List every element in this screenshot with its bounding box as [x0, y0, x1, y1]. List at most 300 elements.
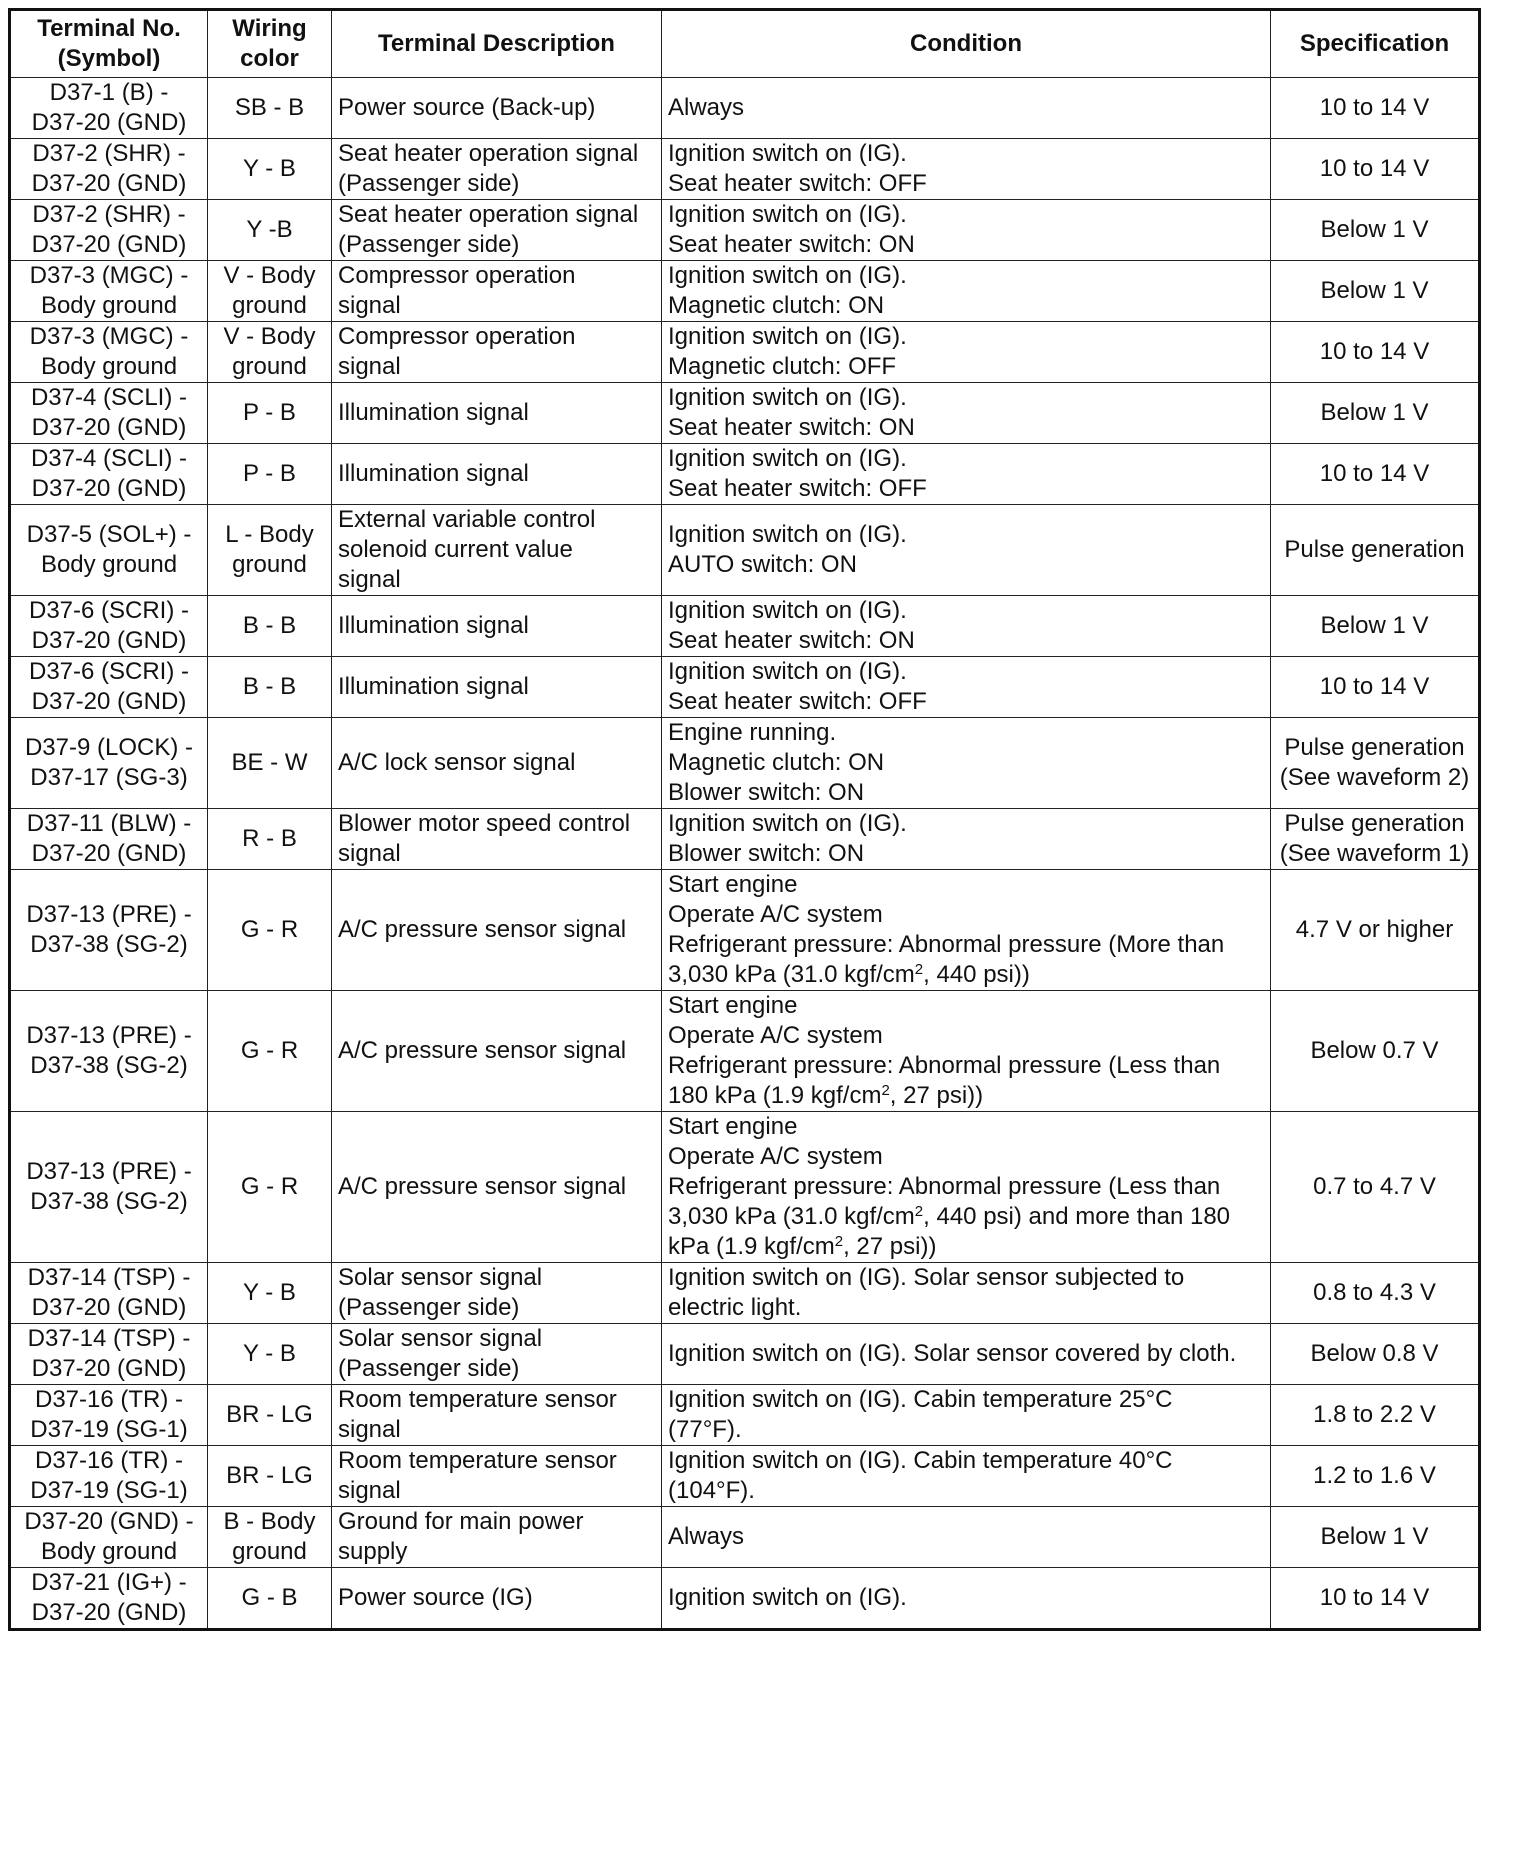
wiring-color-cell: [208, 139, 332, 200]
description-cell-line: A/C lock sensor signal: [338, 749, 576, 776]
description-cell: [332, 657, 662, 718]
terminal-cell-line: D37-20 (GND) -: [24, 1508, 194, 1535]
specification-cell: [1271, 1263, 1480, 1324]
specification-cell-line: Below 0.8 V: [1310, 1340, 1439, 1367]
terminal-cell-line: D37-19 (SG-1): [30, 1477, 188, 1504]
condition-cell-line: kPa (1.9 kgf/$cm^2$, 27 psi)): [668, 1233, 937, 1260]
condition-cell-line: Seat heater switch: OFF: [668, 170, 927, 197]
condition-cell-line: Ignition switch on (IG).: [668, 658, 907, 685]
specification-cell-line: 10 to 14 V: [1319, 155, 1430, 182]
table-row: [10, 505, 1480, 596]
terminal-cell: [10, 1568, 208, 1630]
description-cell-line: Blower motor speed control: [338, 810, 631, 837]
specification-cell: [1271, 261, 1480, 322]
condition-cell: [662, 1385, 1271, 1446]
condition-cell: [662, 78, 1271, 139]
terminal-cell-line: D37-16 (TR) -: [34, 1447, 184, 1474]
terminal-cell-line: Body ground: [40, 1538, 178, 1565]
condition-cell-line: Ignition switch on (IG).: [668, 597, 907, 624]
table-row: [10, 991, 1480, 1112]
terminal-cell-line: D37-4 (SCLI) -: [30, 445, 188, 472]
terminal-cell-line: D37-14 (TSP) -: [27, 1264, 191, 1291]
table-row: [10, 870, 1480, 991]
wiring-color-cell-line: BE - W: [231, 749, 308, 776]
description-cell-line: Illumination signal: [338, 673, 529, 700]
condition-cell-line: Ignition switch on (IG). Solar sensor covered by cloth.: [668, 1340, 1237, 1367]
condition-cell-line: Ignition switch on (IG).: [668, 521, 907, 548]
specification-cell-line: 0.7 to 4.7 V: [1313, 1173, 1436, 1200]
specification-cell-line: Below 1 V: [1320, 1523, 1429, 1550]
terminal-cell-line: D37-6 (SCRI) -: [28, 658, 190, 685]
table-row: [10, 1385, 1480, 1446]
terminal-cell: [10, 1112, 208, 1263]
description-cell-line: Illumination signal: [338, 612, 529, 639]
wiring-color-cell-line: R - B: [242, 825, 297, 852]
specification-cell-line: 1.2 to 1.6 V: [1313, 1462, 1436, 1489]
condition-cell-line: Ignition switch on (IG).: [668, 323, 907, 350]
condition-cell: [662, 200, 1271, 261]
condition-cell-line: Magnetic clutch: ON: [668, 749, 885, 776]
wiring-color-cell: [208, 1507, 332, 1568]
wiring-color-cell: [208, 1112, 332, 1263]
terminal-cell-line: D37-9 (LOCK) -: [24, 734, 194, 761]
terminal-cell-line: D37-13 (PRE) -: [26, 901, 192, 928]
terminal-cell: [10, 139, 208, 200]
condition-cell-line: Start engine: [668, 1113, 798, 1140]
terminal-cell: [10, 596, 208, 657]
specification-cell: [1271, 657, 1480, 718]
description-cell: [332, 870, 662, 991]
condition-cell-line: Refrigerant pressure: Abnormal pressure (Less than: [668, 1173, 1221, 1200]
wiring-color-cell-line: G - R: [240, 1037, 299, 1064]
terminal-cell: [10, 505, 208, 596]
condition-cell-line: Ignition switch on (IG).: [668, 384, 907, 411]
condition-cell: [662, 322, 1271, 383]
condition-cell: [662, 1112, 1271, 1263]
description-cell: [332, 505, 662, 596]
specification-cell-line: 0.8 to 4.3 V: [1313, 1279, 1436, 1306]
table-row: [10, 200, 1480, 261]
description-cell-line: Room temperature sensor: [338, 1447, 617, 1474]
wiring-color-cell: [208, 1324, 332, 1385]
condition-cell: [662, 1507, 1271, 1568]
header-terminal-line: (Symbol): [57, 45, 161, 72]
description-cell-line: signal: [338, 840, 401, 867]
description-cell: [332, 1568, 662, 1630]
header-condition: [662, 10, 1271, 78]
terminal-cell: [10, 444, 208, 505]
condition-cell-line: Ignition switch on (IG).: [668, 1584, 907, 1611]
description-cell: [332, 1112, 662, 1263]
wiring-color-cell: [208, 261, 332, 322]
specification-cell-line: 10 to 14 V: [1319, 673, 1430, 700]
table-row: [10, 596, 1480, 657]
wiring-color-cell-line: G - B: [241, 1584, 298, 1611]
terminal-cell: [10, 1385, 208, 1446]
condition-cell-line: Refrigerant pressure: Abnormal pressure (More than: [668, 931, 1225, 958]
specification-cell: [1271, 1446, 1480, 1507]
wiring-color-cell-line: Y - B: [243, 1340, 296, 1367]
specification-cell-line: 10 to 14 V: [1319, 460, 1430, 487]
condition-cell: [662, 657, 1271, 718]
table-row: [10, 1568, 1480, 1630]
terminal-cell-line: D37-20 (GND): [31, 109, 187, 136]
header-condition-line: Condition: [910, 30, 1022, 57]
condition-cell-line: Seat heater switch: ON: [668, 231, 915, 258]
terminal-cell: [10, 718, 208, 809]
specification-cell: [1271, 991, 1480, 1112]
condition-cell-line: (104°F).: [668, 1477, 755, 1504]
terminal-cell-line: D37-20 (GND): [31, 627, 187, 654]
terminal-cell-line: D37-3 (MGC) -: [29, 262, 189, 289]
description-cell-line: (Passenger side): [338, 1294, 520, 1321]
description-cell: [332, 322, 662, 383]
specification-cell: [1271, 200, 1480, 261]
specification-cell-line: Below 0.7 V: [1310, 1037, 1439, 1064]
condition-cell-line: Seat heater switch: ON: [668, 627, 915, 654]
description-cell-line: signal: [338, 353, 401, 380]
header-description-line: Terminal Description: [378, 30, 615, 57]
wiring-color-cell-line: Y - B: [243, 155, 296, 182]
specification-cell-line: 10 to 14 V: [1319, 338, 1430, 365]
condition-cell: [662, 261, 1271, 322]
description-cell-line: signal: [338, 566, 401, 593]
wiring-color-cell-line: L - Body: [225, 521, 314, 548]
wiring-color-cell-line: G - R: [240, 1173, 299, 1200]
terminal-cell-line: D37-20 (GND): [31, 414, 187, 441]
condition-cell-line: (77°F).: [668, 1416, 742, 1443]
terminal-cell-line: D37-13 (PRE) -: [26, 1158, 192, 1185]
wiring-color-cell: [208, 322, 332, 383]
terminal-cell: [10, 809, 208, 870]
wiring-color-cell-line: ground: [232, 551, 307, 578]
description-cell: [332, 991, 662, 1112]
header-wiring-line: Wiring: [232, 15, 307, 42]
specification-cell: [1271, 1385, 1480, 1446]
condition-cell-line: Ignition switch on (IG). Solar sensor subjected to: [668, 1264, 1185, 1291]
terminal-cell-line: D37-20 (GND): [31, 688, 187, 715]
description-cell: [332, 139, 662, 200]
wiring-color-cell-line: B - B: [242, 612, 297, 639]
condition-cell-line: Seat heater switch: OFF: [668, 475, 927, 502]
table-header-row: [10, 10, 1480, 78]
description-cell: [332, 1385, 662, 1446]
specification-cell: [1271, 322, 1480, 383]
description-cell-line: (Passenger side): [338, 170, 520, 197]
terminal-cell-line: D37-14 (TSP) -: [27, 1325, 191, 1352]
specification-cell: [1271, 1507, 1480, 1568]
condition-cell-line: Engine running.: [668, 719, 837, 746]
description-cell: [332, 78, 662, 139]
terminal-cell-line: D37-1 (B) -: [49, 79, 169, 106]
table-row: [10, 718, 1480, 809]
header-specification: [1271, 10, 1480, 78]
description-cell: [332, 1507, 662, 1568]
specification-cell: [1271, 505, 1480, 596]
specification-cell: [1271, 809, 1480, 870]
condition-cell-line: electric light.: [668, 1294, 802, 1321]
condition-cell-line: Ignition switch on (IG). Cabin temperature 40°C: [668, 1447, 1173, 1474]
terminal-cell-line: D37-11 (BLW) -: [26, 810, 192, 837]
description-cell-line: Illumination signal: [338, 399, 529, 426]
wiring-color-cell: [208, 505, 332, 596]
terminal-cell-line: D37-3 (MGC) -: [29, 323, 189, 350]
condition-cell-line: Ignition switch on (IG). Cabin temperature 25°C: [668, 1386, 1173, 1413]
condition-cell: [662, 383, 1271, 444]
wiring-color-cell-line: P - B: [243, 460, 296, 487]
terminal-cell-line: D37-16 (TR) -: [34, 1386, 184, 1413]
table-row: [10, 1446, 1480, 1507]
specification-cell-line: Pulse generation: [1284, 536, 1465, 563]
description-cell-line: Power source (Back-up): [338, 94, 596, 121]
specification-cell-line: Below 1 V: [1320, 612, 1429, 639]
header-specification-line: Specification: [1299, 30, 1450, 57]
condition-cell-line: 180 kPa (1.9 kgf/$cm^2$, 27 psi)): [668, 1082, 984, 1109]
description-cell-line: supply: [338, 1538, 408, 1565]
specification-cell: [1271, 1568, 1480, 1630]
wiring-color-cell: [208, 200, 332, 261]
table-row: [10, 1112, 1480, 1263]
specification-cell-line: Below 1 V: [1320, 277, 1429, 304]
condition-cell-line: Blower switch: ON: [668, 779, 865, 806]
terminal-cell-line: D37-13 (PRE) -: [26, 1022, 192, 1049]
terminal-cell-line: D37-2 (SHR) -: [32, 201, 186, 228]
condition-cell-line: Start engine: [668, 871, 798, 898]
terminal-cell-line: D37-19 (SG-1): [30, 1416, 188, 1443]
table-row: [10, 444, 1480, 505]
wiring-color-cell-line: ground: [232, 292, 307, 319]
header-wiring-line: color: [240, 45, 299, 72]
condition-cell-line: Magnetic clutch: ON: [668, 292, 885, 319]
description-cell-line: A/C pressure sensor signal: [338, 1037, 627, 1064]
header-wiring-color: [208, 10, 332, 78]
description-cell-line: Seat heater operation signal: [338, 140, 639, 167]
specification-cell: [1271, 718, 1480, 809]
specification-cell: [1271, 383, 1480, 444]
wiring-color-cell: [208, 596, 332, 657]
condition-cell: [662, 1324, 1271, 1385]
terminal-cell: [10, 1324, 208, 1385]
description-cell-line: solenoid current value: [338, 536, 573, 563]
description-cell: [332, 1324, 662, 1385]
terminal-cell: [10, 1446, 208, 1507]
description-cell-line: Power source (IG): [338, 1584, 533, 1611]
description-cell-line: Solar sensor signal: [338, 1264, 543, 1291]
terminal-cell-line: D37-20 (GND): [31, 1294, 187, 1321]
condition-cell-line: Start engine: [668, 992, 798, 1019]
specification-cell-line: Pulse generation: [1284, 810, 1465, 837]
description-cell: [332, 596, 662, 657]
table-row: [10, 78, 1480, 139]
table-row: [10, 1263, 1480, 1324]
table-row: [10, 1324, 1480, 1385]
terminal-cell: [10, 1507, 208, 1568]
header-terminal: [10, 10, 208, 78]
specification-cell-line: 1.8 to 2.2 V: [1313, 1401, 1436, 1428]
description-cell: [332, 809, 662, 870]
table-row: [10, 657, 1480, 718]
description-cell: [332, 261, 662, 322]
wiring-color-cell: [208, 657, 332, 718]
wiring-color-cell-line: B - B: [242, 673, 297, 700]
wiring-color-cell: [208, 1385, 332, 1446]
condition-cell-line: Always: [668, 94, 745, 121]
condition-cell-line: Operate A/C system: [668, 1143, 883, 1170]
header-terminal-description: [332, 10, 662, 78]
description-cell-line: signal: [338, 1477, 401, 1504]
condition-cell-line: Ignition switch on (IG).: [668, 810, 907, 837]
condition-cell-line: Ignition switch on (IG).: [668, 262, 907, 289]
wiring-color-cell-line: V - Body: [223, 323, 316, 350]
terminal-cell: [10, 200, 208, 261]
wiring-color-cell: [208, 991, 332, 1112]
description-cell: [332, 383, 662, 444]
condition-cell: [662, 444, 1271, 505]
terminal-cell-line: D37-20 (GND): [31, 170, 187, 197]
wiring-color-cell: [208, 78, 332, 139]
wiring-color-cell-line: P - B: [243, 399, 296, 426]
condition-cell-line: Operate A/C system: [668, 1022, 883, 1049]
terminal-cell: [10, 261, 208, 322]
terminal-cell-line: D37-20 (GND): [31, 1599, 187, 1626]
specification-cell-line: 10 to 14 V: [1319, 94, 1430, 121]
terminal-cell: [10, 322, 208, 383]
description-cell-line: A/C pressure sensor signal: [338, 916, 627, 943]
wiring-color-cell: [208, 1446, 332, 1507]
terminal-cell: [10, 991, 208, 1112]
specification-cell-line: Below 1 V: [1320, 216, 1429, 243]
condition-cell: [662, 505, 1271, 596]
condition-cell-line: Refrigerant pressure: Abnormal pressure (Less than: [668, 1052, 1221, 1079]
specification-cell: [1271, 870, 1480, 991]
description-cell-line: Compressor operation: [338, 323, 576, 350]
terminal-cell-line: D37-21 (IG+) -: [31, 1569, 187, 1596]
terminal-cell-line: D37-38 (SG-2): [30, 1188, 188, 1215]
description-cell-line: Compressor operation: [338, 262, 576, 289]
condition-cell: [662, 809, 1271, 870]
wiring-color-cell: [208, 1263, 332, 1324]
description-cell-line: A/C pressure sensor signal: [338, 1173, 627, 1200]
terminal-cell-line: D37-20 (GND): [31, 475, 187, 502]
condition-cell-line: Ignition switch on (IG).: [668, 140, 907, 167]
condition-cell-line: Always: [668, 1523, 745, 1550]
terminal-inspection-table: [8, 8, 1481, 1631]
wiring-color-cell-line: SB - B: [234, 94, 305, 121]
wiring-color-cell-line: ground: [232, 353, 307, 380]
table-body: [10, 78, 1480, 1630]
description-cell-line: Seat heater operation signal: [338, 201, 639, 228]
condition-cell-line: 3,030 kPa (31.0 kgf/$cm^2$, 440 psi)): [668, 961, 1030, 988]
terminal-cell-line: D37-38 (SG-2): [30, 931, 188, 958]
terminal-cell-line: Body ground: [40, 353, 178, 380]
table-row: [10, 809, 1480, 870]
wiring-color-cell: [208, 718, 332, 809]
specification-cell-line: (See waveform 1): [1279, 840, 1470, 867]
wiring-color-cell-line: BR - LG: [226, 1462, 313, 1489]
table-row: [10, 383, 1480, 444]
wiring-color-cell: [208, 444, 332, 505]
wiring-color-cell-line: V - Body: [223, 262, 316, 289]
specification-cell-line: (See waveform 2): [1279, 764, 1470, 791]
wiring-color-cell-line: B - Body: [223, 1508, 316, 1535]
wiring-color-cell-line: G - R: [240, 916, 299, 943]
terminal-cell-line: D37-38 (SG-2): [30, 1052, 188, 1079]
condition-cell: [662, 1568, 1271, 1630]
condition-cell: [662, 1446, 1271, 1507]
wiring-color-cell-line: Y -B: [246, 216, 293, 243]
terminal-cell-line: D37-17 (SG-3): [30, 764, 188, 791]
terminal-cell-line: D37-5 (SOL+) -: [26, 521, 192, 548]
wiring-color-cell: [208, 1568, 332, 1630]
description-cell-line: Room temperature sensor: [338, 1386, 617, 1413]
terminal-cell-line: D37-4 (SCLI) -: [30, 384, 188, 411]
condition-cell: [662, 139, 1271, 200]
description-cell-line: (Passenger side): [338, 1355, 520, 1382]
specification-cell-line: Below 1 V: [1320, 399, 1429, 426]
wiring-color-cell: [208, 809, 332, 870]
terminal-cell-line: D37-6 (SCRI) -: [28, 597, 190, 624]
terminal-cell: [10, 870, 208, 991]
specification-cell: [1271, 1112, 1480, 1263]
terminal-cell: [10, 657, 208, 718]
description-cell-line: signal: [338, 292, 401, 319]
wiring-color-cell-line: BR - LG: [226, 1401, 313, 1428]
description-cell-line: signal: [338, 1416, 401, 1443]
description-cell-line: External variable control: [338, 506, 596, 533]
condition-cell-line: Blower switch: ON: [668, 840, 865, 867]
condition-cell: [662, 991, 1271, 1112]
table-row: [10, 261, 1480, 322]
description-cell-line: Ground for main power: [338, 1508, 584, 1535]
specification-cell: [1271, 444, 1480, 505]
condition-cell: [662, 1263, 1271, 1324]
description-cell: [332, 1263, 662, 1324]
wiring-color-cell-line: Y - B: [243, 1279, 296, 1306]
specification-cell: [1271, 139, 1480, 200]
terminal-cell-line: D37-2 (SHR) -: [32, 140, 186, 167]
specification-cell-line: 4.7 V or higher: [1295, 916, 1454, 943]
terminal-cell: [10, 383, 208, 444]
terminal-cell-line: Body ground: [40, 551, 178, 578]
specification-cell-line: 10 to 14 V: [1319, 1584, 1430, 1611]
condition-cell: [662, 870, 1271, 991]
specification-cell: [1271, 78, 1480, 139]
specification-cell-line: Pulse generation: [1284, 734, 1465, 761]
condition-cell-line: AUTO switch: ON: [668, 551, 857, 578]
description-cell-line: Solar sensor signal: [338, 1325, 543, 1352]
description-cell: [332, 444, 662, 505]
wiring-color-cell: [208, 383, 332, 444]
wiring-color-cell-line: ground: [232, 1538, 307, 1565]
terminal-cell-line: Body ground: [40, 292, 178, 319]
condition-cell-line: Seat heater switch: OFF: [668, 688, 927, 715]
description-cell-line: (Passenger side): [338, 231, 520, 258]
specification-cell: [1271, 596, 1480, 657]
condition-cell: [662, 596, 1271, 657]
condition-cell: [662, 718, 1271, 809]
terminal-cell: [10, 78, 208, 139]
condition-cell-line: Operate A/C system: [668, 901, 883, 928]
terminal-cell-line: D37-20 (GND): [31, 840, 187, 867]
wiring-color-cell: [208, 870, 332, 991]
terminal-cell-line: D37-20 (GND): [31, 1355, 187, 1382]
condition-cell-line: Ignition switch on (IG).: [668, 445, 907, 472]
table-row: [10, 322, 1480, 383]
terminal-cell-line: D37-20 (GND): [31, 231, 187, 258]
table-row: [10, 1507, 1480, 1568]
condition-cell-line: Magnetic clutch: OFF: [668, 353, 897, 380]
description-cell: [332, 1446, 662, 1507]
